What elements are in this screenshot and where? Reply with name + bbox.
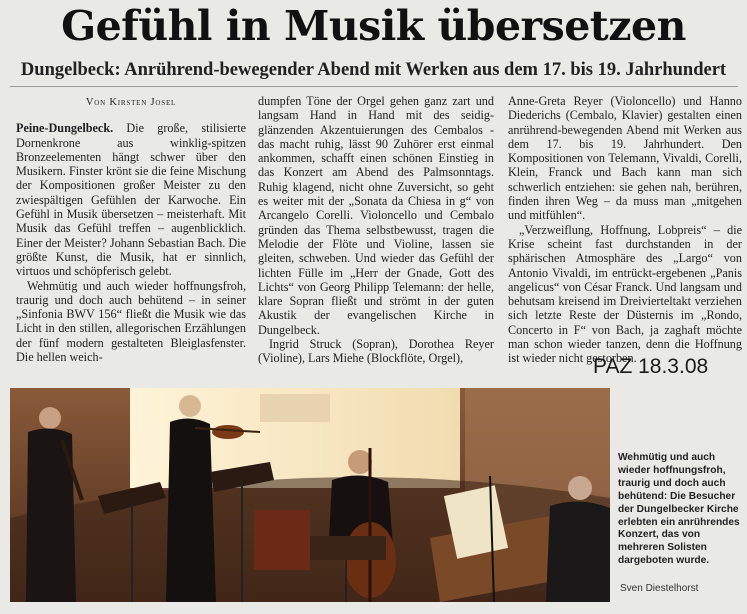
byline [16, 96, 246, 110]
subheadline: Dungelbeck: Anrührend-bewegender Abend mit Werken aus dem 17. bis 19. Jahrhundert [20, 60, 727, 80]
concert-photo [10, 388, 610, 602]
red-chair [254, 510, 310, 570]
dateline: Peine-Dungelbeck. [16, 121, 114, 136]
source-stamp: PAZ 18.3.08 [593, 355, 709, 378]
paragraph: „Verzweiflung, Hoffnung, Lobpreis“ – die Krise scheint fast durchstanden in der sphärischen Atmosphäre des „Largo“ von Antonio Vivaldi, im entrückt-ergebenen „Panis angelicus“ von César Franck. Und langsam und behutsam kreisend im Dreivierteltakt verziehen sich letzte Reste der Düsternis im „Rondo, Concerto in F“ von Bach, ja zaghaft möchte man schon wieder tanzen, denn die Hoffnung ist wieder nicht gestorben. [508, 222, 742, 366]
paragraph [16, 121, 246, 278]
article-column-1 [16, 94, 246, 364]
paragraph: Anne-Greta Reyer (Violoncello) und Hanno Diederichs (Cembalo, Klavier) gestalten einen anrührend-bewegenden Abend mit Werken aus dem 17. bis 19. Jahrhundert. Den Kompositionen von Telemann, Vivaldi, Corelli, Klein, Franck und Bach kann man sich schwerlich entziehen: sie gehen nah, berühren, finden ihren Weg – da muss man „mitgehen und mitfühlen“. [508, 94, 742, 223]
divider-rule [10, 86, 738, 87]
article-column-2 [258, 94, 494, 366]
photo-credit: Sven Diestelhorst [620, 583, 699, 594]
paragraph: Ingrid Struck (Sopran), Dorothea Reyer (Violine), Lars Miehe (Blockflöte, Orgel), [258, 337, 494, 366]
paragraph: Wehmütig und auch wieder hoffnungsfroh, traurig und doch auch behütend – in seiner „Sinfonia BWV 156“ fließt die Musik wie das Licht in den stillen, allegorischen Erzählungen der fünf modern gestalteten Bleiglasfenster. Die hellen weich- [16, 278, 246, 365]
paragraph: dumpfen Töne der Orgel gehen ganz zart und langsam Hand in Hand mit des seidig-glänzenden Akzentuierungen des Cembalos - das macht ruhig, lässt 90 Zuhörer erst einmal ankommen, schafft einen schönen Einstieg in das Konzert am Abend des Palmsonntags. Ruhig klagend, nicht ohne Zuversicht, so geht es weiter mit der „Sonata da Chiesa in g“ von Arcangelo Corelli. Violoncello und Cembalo gründen das Thema selbstbewusst, tragen die Melodie der Flöte und Violine, lassen sie gleiten, schweben. Und wieder das Gefühl der lichten Fülle im „Herr der Gnade, Gott des Lichts“ von Georg Philipp Telemann: der helle, klare Sopran fließt und strömt in der guten Akustik der evangelischen Kirche in Dungelbeck. [258, 94, 494, 337]
article-column-3 [508, 94, 742, 366]
byline-author: Kirsten Josel [109, 97, 177, 108]
headline: Gefühl in Musik übersetzen [61, 2, 686, 50]
concert-photo-illustration [10, 388, 610, 602]
paragraph-text: Die große, stilisierte Dornenkrone aus winklig-spitzen Bronzeelementen hängt schwer über den Musikern. Finster krönt sie die feine Mischung der Kompositionen großer Meister zu den zwiespältigen Gefühlen der Karwoche. Ein Gefühl in Musik übersetzen – meisterhaft. Mit Musik das Gefühl treffen – augenblicklich. Einer der Meister? Johann Sebastian Bach. Die größte Kunst, die Musik, hat er sinnlich, virtuos und schöpferisch gelebt. [16, 121, 247, 279]
byline-prefix: Von [85, 97, 106, 108]
photo-caption: Wehmütig und auch wieder hoffnungsfroh, traurig und doch auch behütend: Die Besucher der Dungelbecker Kirche erlebten ein anrührendes Konzert, das von mehreren Solisten dargeboten wurde. [618, 452, 740, 567]
